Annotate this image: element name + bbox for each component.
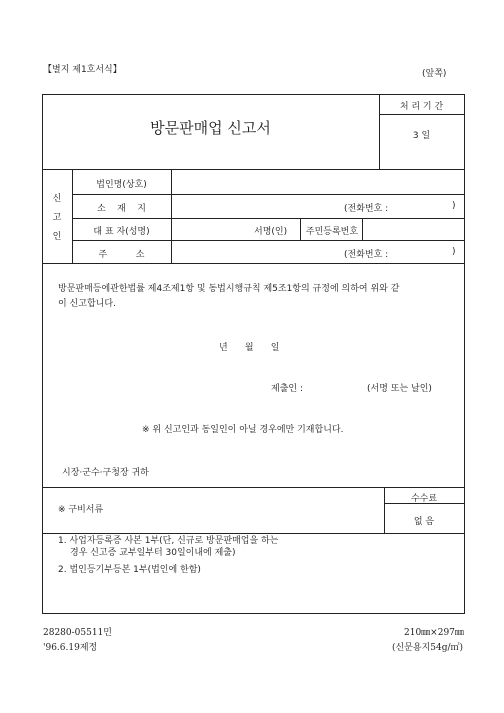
location-phone-close: ) (452, 201, 456, 211)
representative-label: 대 표 자(성명) (93, 227, 150, 237)
location-phone-label: (전화번호 : (344, 204, 389, 214)
corp-name-label: 법인명(상호) (96, 180, 147, 190)
submitter-sign-label: (서명 또는 날인) (367, 384, 432, 394)
footer-paper: (신문용지54g/㎡) (392, 643, 464, 653)
address-phone-close: ) (452, 247, 456, 257)
fee-header: 수수료 (410, 494, 438, 504)
resident-number-field[interactable] (362, 219, 464, 240)
corp-name-field[interactable] (171, 170, 464, 194)
processing-period-value: 3 일 (412, 131, 431, 141)
declaration-text-line2: 이 신고합니다. (58, 299, 116, 309)
fee-value: 없 음 (413, 517, 435, 527)
documents-header: ※ 구비서류 (58, 505, 104, 515)
form-label: 【별지 제1호서식】 (43, 65, 122, 75)
applicant-side-label: 신 고 인 (52, 194, 62, 242)
resident-number-label: 주민등록번호 (305, 227, 359, 237)
submitter-name-field[interactable] (310, 377, 365, 393)
submitter-label: 제출인 : (271, 384, 303, 394)
note-text: ※ 위 신고인과 동일인이 아닐 경우에만 기재합니다. (142, 425, 344, 435)
side-note: (앞쪽) (422, 69, 447, 79)
footer-date: '96.6.19제정 (43, 643, 98, 653)
document-item: 1. 사업자등록증 사본 1부(단, 신규로 방문판매업을 하는 (58, 536, 279, 546)
document-item: 2. 법인등기부등본 1부(법인에 한함) (58, 565, 201, 575)
addressee: 시장·군수·구청장 귀하 (62, 468, 149, 478)
address-field[interactable] (171, 241, 464, 263)
location-field[interactable] (171, 195, 464, 218)
processing-period-header: 처 리 기 간 (399, 102, 444, 112)
document-item: 경우 신고증 교부일부터 30일이내에 제출) (70, 548, 236, 558)
form-title: 방문판매업 신고서 (150, 119, 271, 137)
declaration-text-line1: 방문판매등에관한법률 제4조제1항 및 동법시행규칙 제5조1항의 규정에 의하여 위와 같 (58, 284, 400, 294)
footer-code: 28280-05511민 (43, 628, 112, 638)
address-label: 주 소 (98, 250, 145, 260)
signature-label: 서명(인) (254, 227, 288, 237)
date-line: 년 월 일 (219, 343, 280, 353)
location-label: 소 재 지 (97, 204, 146, 214)
address-phone-label: (전화번호 : (344, 250, 389, 260)
footer-size: 210㎜×297㎜ (404, 628, 464, 638)
